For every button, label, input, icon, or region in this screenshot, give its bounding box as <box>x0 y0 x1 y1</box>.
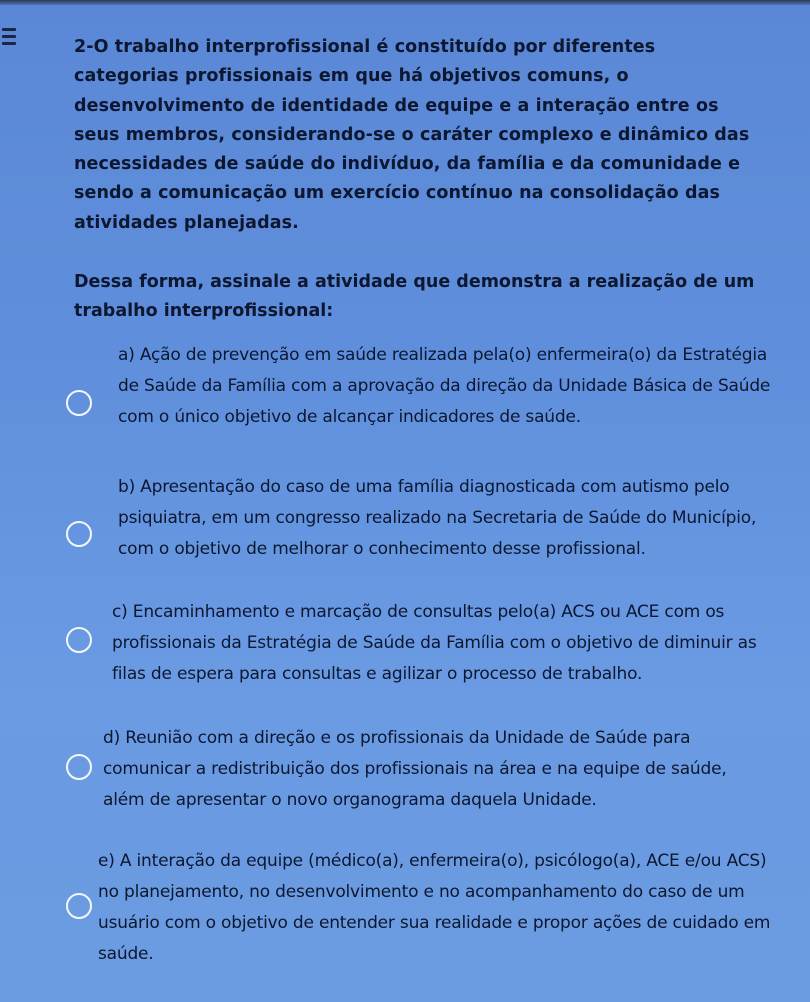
radio-circle-icon[interactable] <box>66 627 92 653</box>
radio-circle-icon[interactable] <box>66 893 92 919</box>
option-e-text: e) A interação da equipe (médico(a), enfermeira(o), psicólogo(a), ACE e/ou ACS) no planejamento, no desenvolvimento e no acompanhamento do caso de um usuário com o objetivo de entender sua realidade e propor ações de cuidado em saúde. <box>98 851 771 964</box>
option-d-text: d) Reunião com a direção e os profissionais da Unidade de Saúde para comunicar a redistribuição dos profissionais na área e na equipe de saúde, além de apresentar o novo organograma daquela Unidade. <box>103 728 727 810</box>
menu-icon-bar <box>2 42 16 45</box>
top-edge <box>0 0 810 5</box>
question-instruction: Dessa forma, assinale a atividade que demonstra a realização de um trabalho interprofissional: <box>74 272 755 321</box>
menu-icon-bar <box>2 35 16 38</box>
radio-circle-icon[interactable] <box>66 754 92 780</box>
option-a-text: a) Ação de prevenção em saúde realizada pela(o) enfermeira(o) da Estratégia de Saúde da Família com a aprovação da direção da Unidade Básica de Saúde com o único objetivo de alcançar indicadores de saúde. <box>118 345 771 427</box>
option-c-text: c) Encaminhamento e marcação de consultas pelo(a) ACS ou ACE com os profissionais da Estratégia de Saúde da Família com o objetivo de diminuir as filas de espera para consultas e agilizar o processo de trabalho. <box>112 602 757 684</box>
menu-icon-bar <box>2 28 16 31</box>
radio-circle-icon[interactable] <box>66 390 92 416</box>
menu-icon[interactable] <box>2 26 16 46</box>
question-text: 2-O trabalho interprofissional é constituído por diferentes categorias profissionais em que há objetivos comuns, o desenvolvimento de identidade de equipe e a interação entre os seus membros, considerando-se o caráter complexo e dinâmico das necessidades de saúde do indivíduo, da família e da comunidade e sendo a comunicação um exercício contínuo na consolidação das atividades planejadas. <box>74 37 750 233</box>
option-b-text: b) Apresentação do caso de uma família diagnosticada com autismo pelo psiquiatra, em um congresso realizado na Secretaria de Saúde do Município, com o objetivo de melhorar o conhecimento desse profissional. <box>118 477 757 559</box>
radio-circle-icon[interactable] <box>66 521 92 547</box>
